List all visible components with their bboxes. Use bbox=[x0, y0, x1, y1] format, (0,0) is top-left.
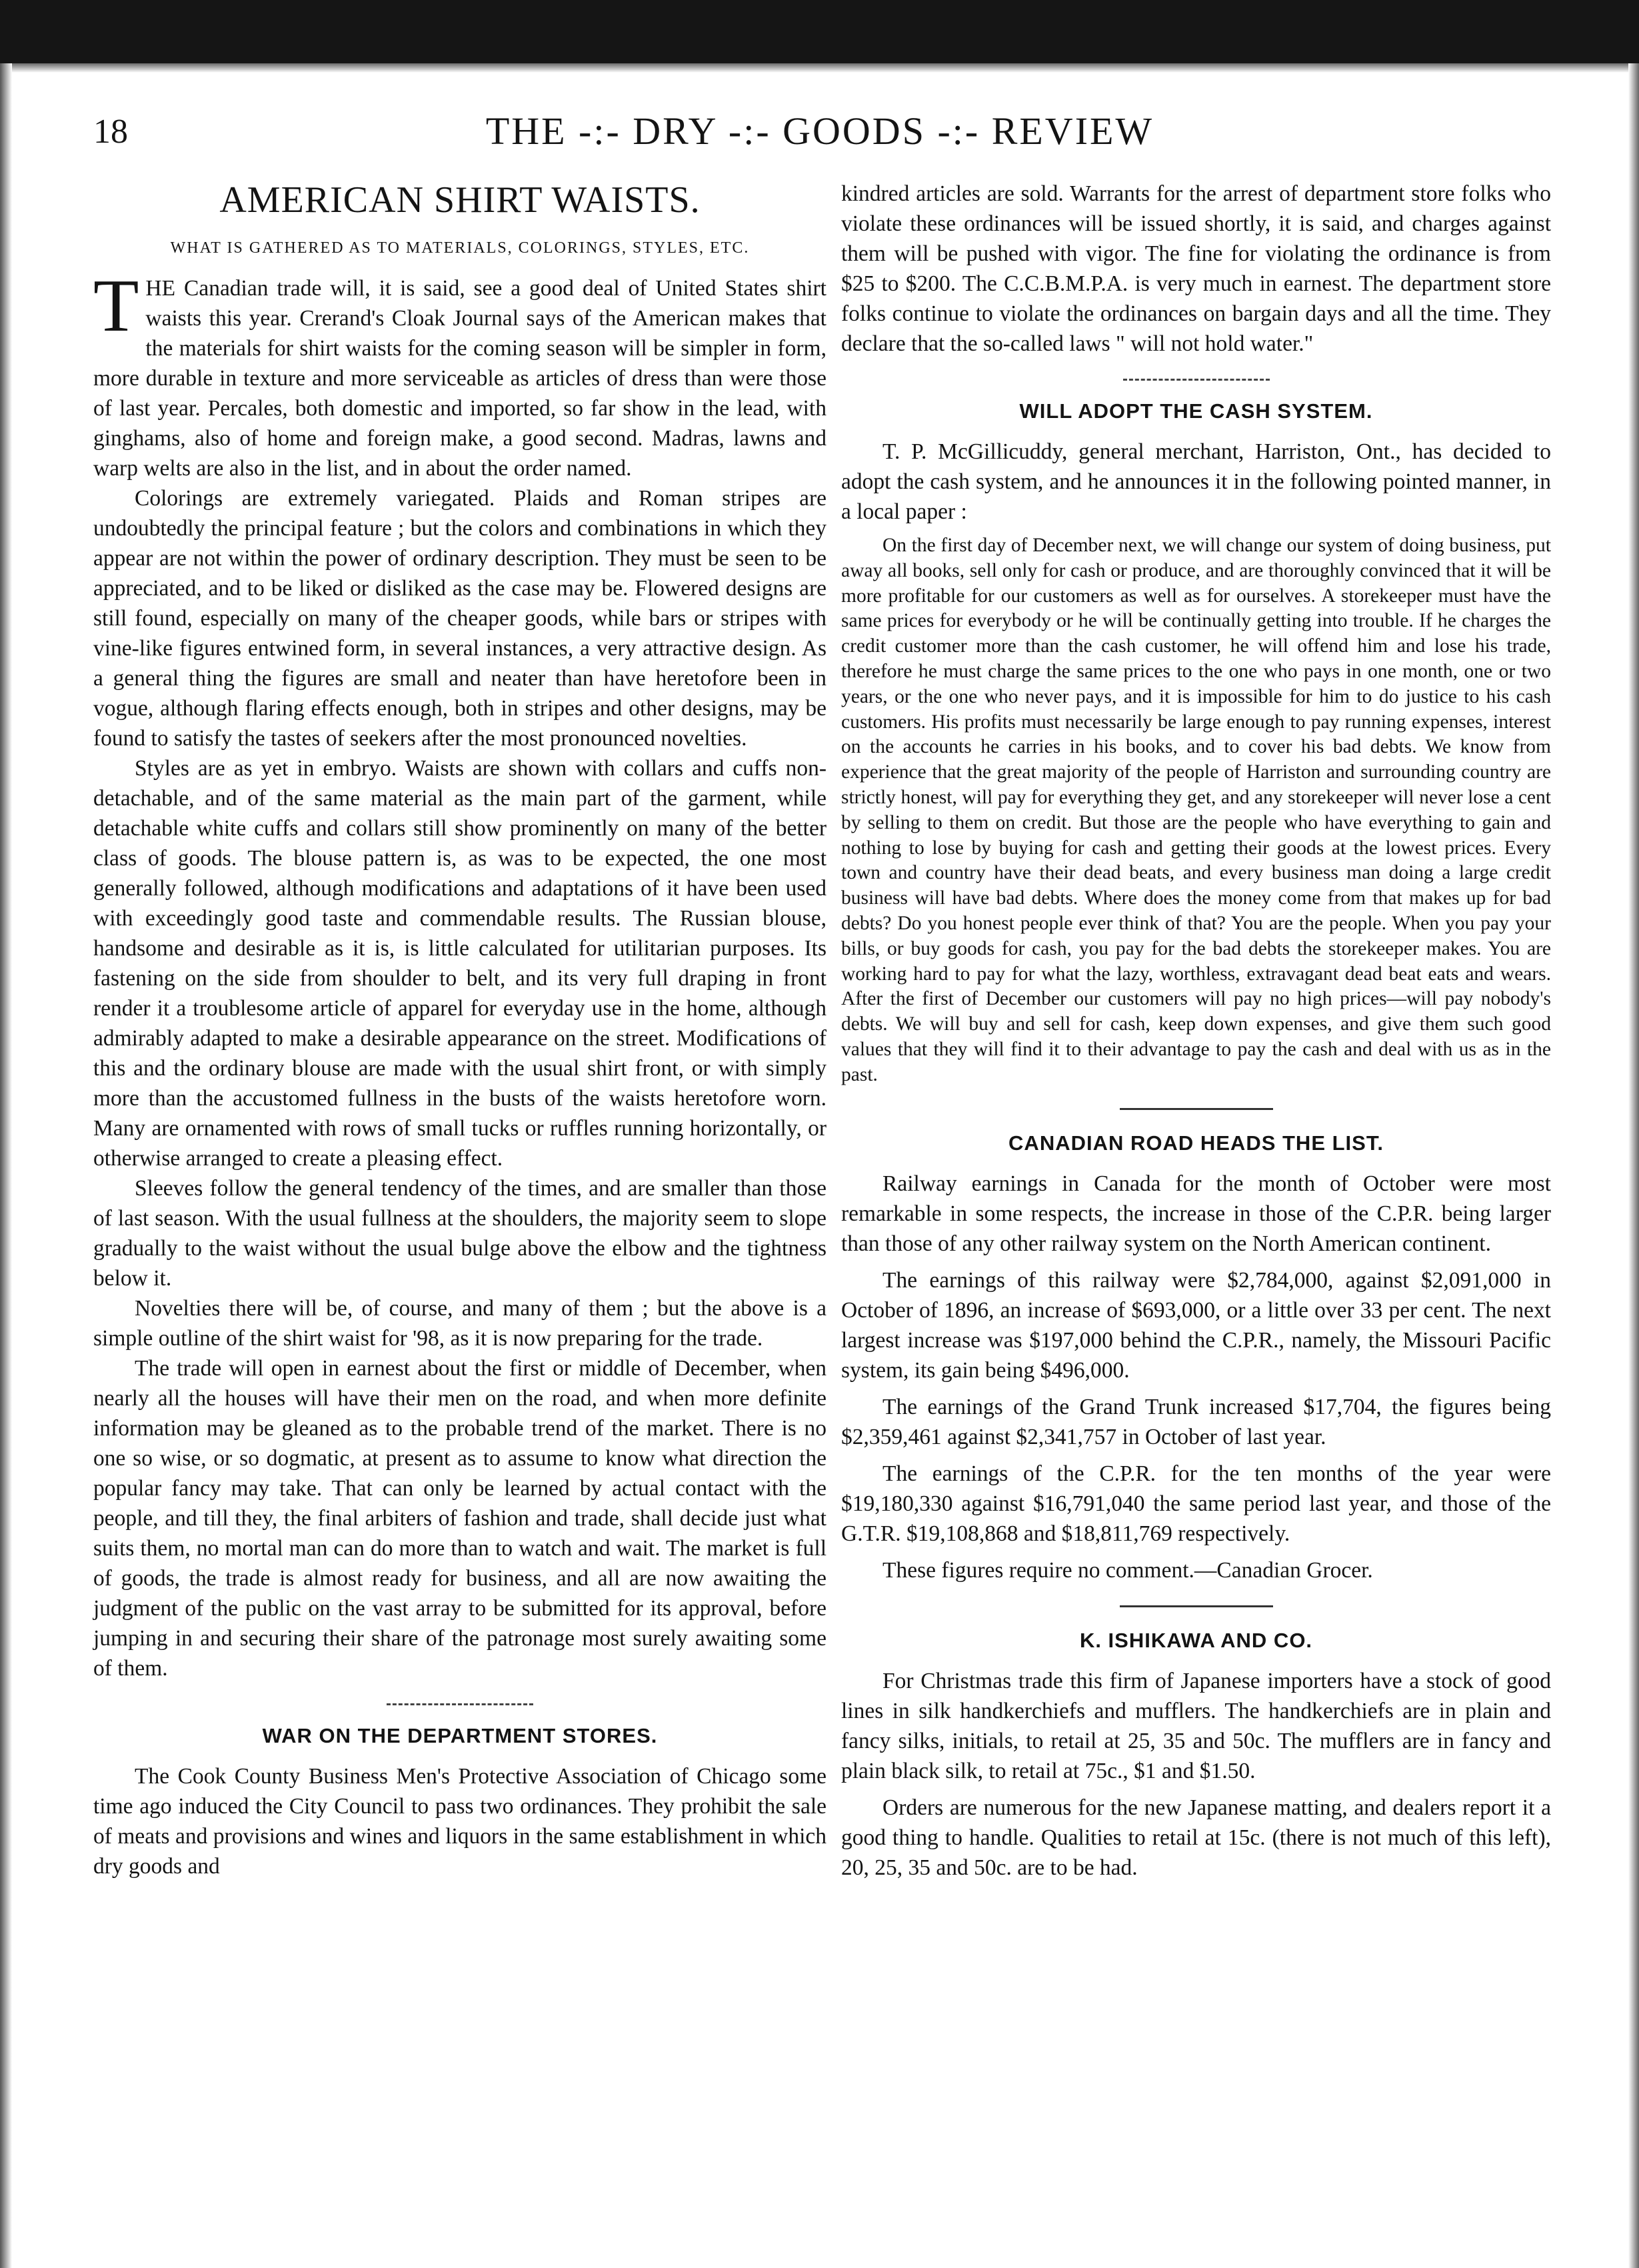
paragraph-cash-system-intro: T. P. McGillicuddy, general merchant, Harriston, Ont., has decided to adopt the cash system, and he announces it in the following pointed manner, in a local paper : bbox=[841, 439, 1551, 524]
paragraph-text: HE Canadian trade will, it is said, see a good deal of United States shirt waists this year. Crerand's Cloak Journal says of the American makes that the materials for shirt waists for the coming season will be simpler in form, more durable in texture and more serviceable as articles of dress than were those of last year. Percales, both domestic and imported, so far show in the lead, with ginghams, also of home and foreign make, a good second. Madras, lawns and warp welts are also in the list, and in about the order named. bbox=[93, 276, 826, 481]
section-divider bbox=[1120, 1108, 1273, 1110]
section-divider bbox=[1123, 379, 1270, 381]
paragraph-shirt-waists-5: Novelties there will be, of course, and many of them ; but the above is a simple outline of the shirt waist for '98, as it is now preparing for the trade. bbox=[93, 1296, 826, 1351]
paragraph-department-stores-continued: kindred articles are sold. Warrants for the arrest of department store folks who violate these ordinances will be issued shortly, it is said, and charges against them will be pushed with vigor. The fine for violating the ordinance is from $25 to $200. The C.C.B.M.P.A. is very much in earnest. The department store folks continue to violate the ordinances on bargain days and all the time. They declare that the so-called laws " will not hold water." bbox=[841, 181, 1551, 356]
page-number: 18 bbox=[93, 113, 128, 151]
paragraph-shirt-waists-2: Colorings are extremely variegated. Plaids and Roman stripes are undoubtedly the principal feature ; but the colors and combinations in which they appear are not within the power of ordinary description. They must be seen to be appreciated, and to be liked or disliked as the case may be. Flowered designs are still found, especially on many of the cheaper goods, while bars or stripes with vine-like figures entwined form, in several instances, a very attractive design. As a general thing the figures are small and neater than have heretofore been in vogue, although flaring effects enough, both in stripes and other designs, may be found to satisfy the tastes of seekers after the most pronounced novelties. bbox=[93, 486, 826, 751]
article-title-shirt-waists: AMERICAN SHIRT WAISTS. bbox=[219, 179, 701, 221]
section-title-department-stores: WAR ON THE DEPARTMENT STORES. bbox=[262, 1724, 658, 1747]
scan-left-edge bbox=[0, 63, 12, 2268]
paragraph-shirt-waists-4: Sleeves follow the general tendency of the times, and are smaller than those of last season. With the usual fullness at the shoulders, the majority seem to slope gradually to the waist without the usual bulge above the elbow and the tightness below it. bbox=[93, 1176, 826, 1291]
scan-top-shadow bbox=[0, 63, 1639, 73]
section-title-ishikawa: K. ISHIKAWA AND CO. bbox=[1079, 1628, 1313, 1652]
scan-top-edge bbox=[0, 0, 1639, 63]
paragraph-canadian-road-2: The earnings of this railway were $2,784,000, against $2,091,000 in October of 1896, an increase of $693,000, or a little over 33 per cent. The next largest increase was $197,000 behind the C.P.R., namely, the Missouri Pacific system, its gain being $496,000. bbox=[841, 1267, 1551, 1383]
paragraph-shirt-waists-1 bbox=[93, 265, 826, 483]
drop-cap: T bbox=[93, 265, 139, 347]
paragraph-shirt-waists-3: Styles are as yet in embryo. Waists are shown with collars and cuffs non-detachable, and of the same material as the main part of the garment, while detachable white cuffs and collars still show prominently on many of the better class of goods. The blouse pattern is, as was to be expected, the one most generally followed, although modifications and adaptations of it have been used with exceedingly good taste and commendable results. The Russian blouse, handsome and desirable as it is, is little calculated for utilitarian purposes. Its fastening on the side from shoulder to belt, and its very full draping in front render it a troublesome article of apparel for everyday use in the home, although admirably adapted to make a desirable appearance on the street. Modifications of this and the ordinary blouse are made with the usual shirt front, or with simply more than the accustomed fullness in the busts of the waists heretofore worn. Many are ornamented with rows of small tucks or ruffles running horizontally, or otherwise arranged to create a pleasing effect. bbox=[93, 756, 826, 1171]
paragraph-canadian-road-4: The earnings of the C.P.R. for the ten months of the year were $19,180,330 against $16,791,040 the same period last year, and those of the G.T.R. $19,108,868 and $18,811,769 respectively. bbox=[841, 1461, 1551, 1546]
section-divider bbox=[1120, 1605, 1273, 1607]
running-head: THE -:- DRY -:- GOODS -:- REVIEW bbox=[485, 109, 1154, 153]
section-title-canadian-road: CANADIAN ROAD HEADS THE LIST. bbox=[1008, 1131, 1384, 1155]
paragraph-canadian-road-5: These figures require no comment.—Canadian Grocer. bbox=[882, 1557, 1373, 1583]
scan-right-edge bbox=[1628, 63, 1639, 2268]
section-title-cash-system: WILL ADOPT THE CASH SYSTEM. bbox=[1019, 399, 1373, 423]
right-column bbox=[841, 179, 1551, 1883]
paragraph-ishikawa-2: Orders are numerous for the new Japanese matting, and dealers report it a good thing to handle. Qualities to retail at 15c. (there is not much of this left), 20, 25, 35 and 50c. are to be had. bbox=[841, 1795, 1551, 1880]
paragraph-canadian-road-3: The earnings of the Grand Trunk increased $17,704, the figures being $2,359,461 against $2,341,757 in October of last year. bbox=[841, 1394, 1551, 1449]
article-subhead-shirt-waists: WHAT IS GATHERED AS TO MATERIALS, COLORINGS, STYLES, ETC. bbox=[170, 239, 750, 257]
left-column bbox=[93, 179, 826, 1881]
paragraph-cash-system-quote: On the first day of December next, we will change our system of doing business, put away all books, sell only for cash or produce, and are thoroughly convinced that it will be more profitable for our customers as well as for ourselves. A storekeeper must have the same prices for everybody or he will be continually getting into trouble. If he charges the credit customer more than the cash customer, he will offend him and lose his trade, therefore he must charge the same prices to the one who pays in one month, one or two years, or the one who never pays, and it is impossible for him to do justice to his cash customers. His profits must necessarily be large enough to pay running expenses, interest on the accounts he carries in his books, and to cover his bad debts. We know from experience that the great majority of the people of Harriston and surrounding country are strictly honest, will pay for everything they get, and any storekeeper will never lose a cent by selling to them on credit. But those are the people who have everything to gain and nothing to lose by buying for cash and getting their goods at the lowest prices. Every town and country have their dead beats, and every business man doing a large credit business will have bad debts. Where does the money come from that makes up for bad debts? Do you honest people ever think of that? You are the people. When you pay your bills, or buy goods for cash, you pay for the bad debts the storekeeper makes. You are working hard to pay for what the lazy, worthless, extravagant dead beat eats and wears. After the first of December our customers will pay no high prices—will pay nobody's debts. We will buy and sell for cash, keep down expenses, and give them such good values that they will find it to their advantage to pay the cash and deal with us as in the past. bbox=[841, 535, 1551, 1085]
paragraph-ishikawa-1: For Christmas trade this firm of Japanese importers have a stock of good lines in silk handkerchiefs and mufflers. The handkerchiefs are in plain and fancy silks, initials, to retail at 25, 35 and 50c. The mufflers are in fancy and plain black silk, to retail at 75c., $1 and $1.50. bbox=[841, 1668, 1551, 1783]
paragraph-department-stores-1: The Cook County Business Men's Protective Association of Chicago some time ago induced the City Council to pass two ordinances. They prohibit the sale of meats and provisions and wines and liquors in the same establishment in which dry goods and bbox=[93, 1764, 826, 1879]
section-divider bbox=[387, 1703, 533, 1705]
paragraph-canadian-road-1: Railway earnings in Canada for the month of October were most remarkable in some respects, the increase in those of the C.P.R. being larger than those of any other railway system on the North American continent. bbox=[841, 1171, 1551, 1256]
paragraph-shirt-waists-6: The trade will open in earnest about the first or middle of December, when nearly all the houses will have their men on the road, and when more definite information may be gleaned as to the probable trend of the market. There is no one so wise, or so dogmatic, at present as to assume to know what direction the popular fancy may take. That can only be learned by actual contact with the people, and till they, the final arbiters of fashion and trade, shall decide just what suits them, no mortal man can do more than to watch and wait. The market is full of goods, the trade is almost ready for business, and all are now awaiting the judgment of the public on the vast array to be submitted for its approval, before jumping in and securing their share of the patronage most surely awaiting some of them. bbox=[93, 1356, 826, 1681]
